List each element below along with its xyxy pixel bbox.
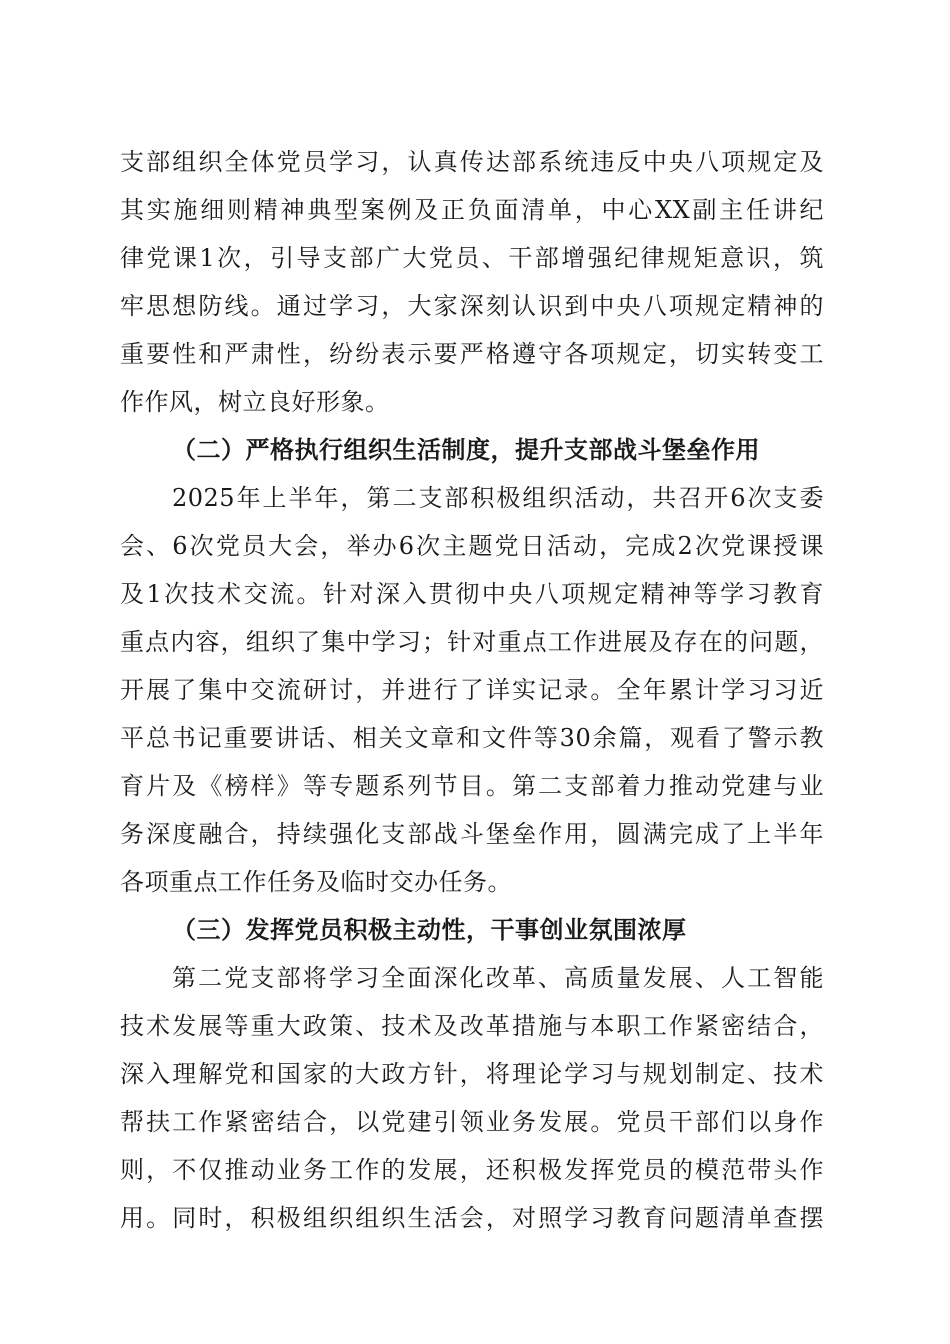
text-line: 第二党支部将学习全面深化改革、高质量发展、人工智能 <box>172 964 824 992</box>
text-line: 支部组织全体党员学习，认真传达部系统违反中央八项规定及 <box>120 148 824 176</box>
text-line: 平总书记重要讲话、相关文章和文件等30余篇，观看了警示教 <box>120 724 824 752</box>
text-line: 重要性和严肃性，纷纷表示要严格遵守各项规定，切实转变工 <box>120 340 824 368</box>
section-heading-2: （二）严格执行组织生活制度，提升支部战斗堡垒作用 <box>172 435 760 464</box>
text-line: 帮扶工作紧密结合，以党建引领业务发展。党员干部们以身作 <box>120 1108 824 1136</box>
text-line: 务深度融合，持续强化支部战斗堡垒作用，圆满完成了上半年 <box>120 820 824 848</box>
text-line: 作作风，树立良好形象。 <box>120 388 390 416</box>
paragraph-1 <box>120 138 824 426</box>
text-line: 深入理解党和国家的大政方针，将理论学习与规划制定、技术 <box>120 1060 824 1088</box>
text-line: 开展了集中交流研讨，并进行了详实记录。全年累计学习习近 <box>120 676 824 704</box>
text-line: 及1次技术交流。针对深入贯彻中央八项规定精神等学习教育 <box>120 580 824 608</box>
text-line: 技术发展等重大政策、技术及改革措施与本职工作紧密结合， <box>120 1012 824 1040</box>
text-line: 2025年上半年，第二支部积极组织活动，共召开6次支委 <box>172 484 824 512</box>
text-line: 律党课1次，引导支部广大党员、干部增强纪律规矩意识，筑 <box>120 244 824 272</box>
document-body <box>120 138 824 1242</box>
text-line: 各项重点工作任务及临时交办任务。 <box>120 868 512 896</box>
text-line: 重点内容，组织了集中学习；针对重点工作进展及存在的问题， <box>120 628 824 656</box>
text-line: 育片及《榜样》等专题系列节目。第二支部着力推动党建与业 <box>120 772 824 800</box>
paragraph-2 <box>120 474 824 906</box>
text-line: 用。同时，积极组织组织生活会，对照学习教育问题清单查摆 <box>120 1204 824 1232</box>
text-line: 其实施细则精神典型案例及正负面清单，中心XX副主任讲纪 <box>120 196 824 224</box>
section-heading-3: （三）发挥党员积极主动性，干事创业氛围浓厚 <box>172 915 687 944</box>
text-line: 会、6次党员大会，举办6次主题党日活动，完成2次党课授课 <box>120 532 824 560</box>
text-line: 牢思想防线。通过学习，大家深刻认识到中央八项规定精神的 <box>120 292 824 320</box>
text-line: 则，不仅推动业务工作的发展，还积极发挥党员的模范带头作 <box>120 1156 824 1184</box>
paragraph-3 <box>120 954 824 1242</box>
